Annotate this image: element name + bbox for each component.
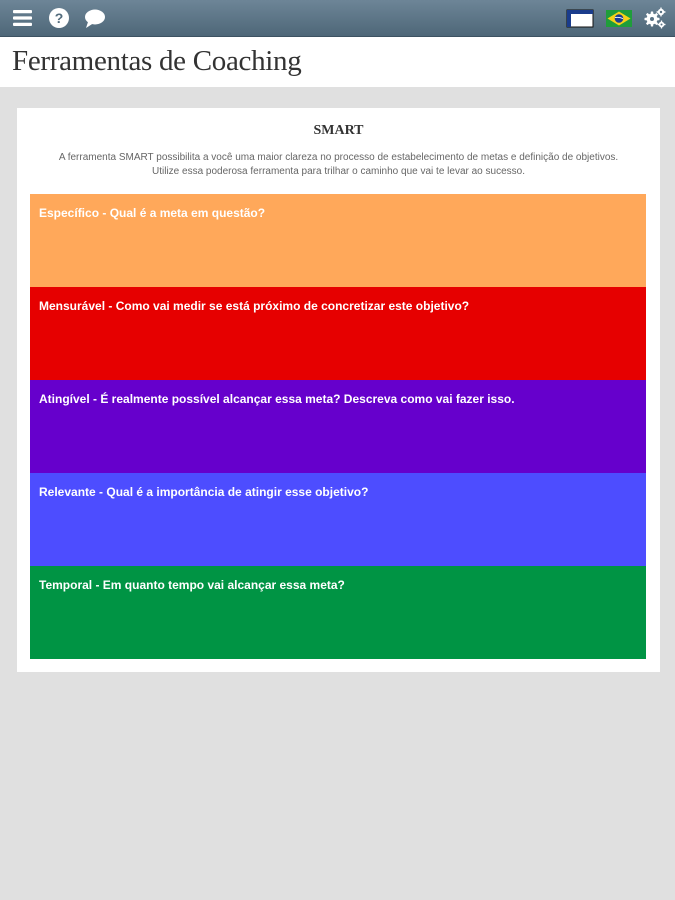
title-bar [0,37,675,87]
smart-box-measurable[interactable] [30,287,646,380]
smart-box-label: Mensurável - Como vai medir se está próximo de concretizar este objetivo? [39,299,470,313]
smart-box-time-bound[interactable] [30,566,646,659]
card-description [17,151,660,179]
chat-icon[interactable] [83,6,107,30]
description-line-2: Utilize essa poderosa ferramenta para trilhar o caminho que vai te levar ao sucesso. [152,166,525,177]
settings-icon[interactable] [643,6,667,30]
smart-box-label: Relevante - Qual é a importância de atingir esse objetivo? [39,485,369,499]
card-title: SMART [313,123,364,138]
smart-box-label: Específico - Qual é a meta em questão? [39,206,266,220]
brazil-flag-icon[interactable] [605,6,633,30]
top-toolbar [0,0,675,37]
smart-box-label: Atingível - É realmente possível alcançar essa meta? Descreva como vai fazer isso. [39,392,515,406]
smart-box-relevant[interactable] [30,473,646,566]
smart-box-label: Temporal - Em quanto tempo vai alcançar essa meta? [39,578,345,592]
smart-box-specific[interactable] [30,194,646,287]
window-icon[interactable] [566,6,594,30]
page-title: Ferramentas de Coaching [12,45,302,77]
description-line-1: A ferramenta SMART possibilita a você uma maior clareza no processo de estabelecimento de metas e definição de objetivos. [58,152,619,163]
help-icon[interactable] [47,6,71,30]
menu-icon[interactable] [11,6,35,30]
smart-card [17,108,660,672]
svg-text:?: ? [54,10,64,26]
smart-box-achievable[interactable] [30,380,646,473]
